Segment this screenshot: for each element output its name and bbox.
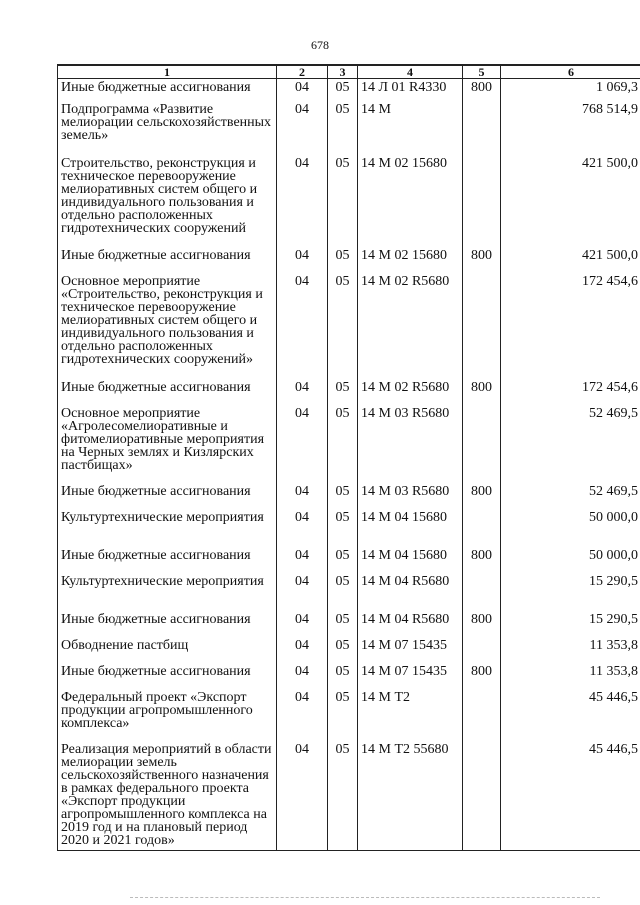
row-name: Реализация мероприятий в области мелиорации земель сельскохозяйственного назначения в рамках федерального проекта «Экспорт продукции агропромышленного комплекса на 2019 год и на плановый период 2020 и 2021 годов» xyxy=(58,741,277,851)
row-sum: 421 500,0 xyxy=(501,155,640,247)
row-name: Федеральный проект «Экспорт продукции агропромышленного комплекса» xyxy=(58,689,277,741)
row-vr: 800 xyxy=(463,611,501,637)
table-row xyxy=(58,405,640,483)
row-sum: 45 446,5 xyxy=(501,741,640,851)
row-csr: 14 М 02 R5680 xyxy=(358,273,463,379)
row-sum: 50 000,0 xyxy=(501,547,640,573)
row-sum: 768 514,9 xyxy=(501,101,640,155)
scan-artifact-line xyxy=(130,897,600,898)
row-pr: 05 xyxy=(328,573,358,611)
table-row xyxy=(58,273,640,379)
row-rz: 04 xyxy=(277,741,328,851)
row-vr xyxy=(463,573,501,611)
col-header-1: 1 xyxy=(58,65,277,79)
table-row xyxy=(58,379,640,405)
row-rz: 04 xyxy=(277,483,328,509)
row-vr: 800 xyxy=(463,247,501,273)
row-name: Основное мероприятие «Агролесомелиоративные и фитомелиоративные мероприятия на Черных землях и Кизлярских пастбищах» xyxy=(58,405,277,483)
row-vr: 800 xyxy=(463,547,501,573)
row-vr xyxy=(463,273,501,379)
row-csr: 14 М 02 R5680 xyxy=(358,379,463,405)
row-name: Иные бюджетные ассигнования xyxy=(58,663,277,689)
row-name: Иные бюджетные ассигнования xyxy=(58,79,277,101)
row-sum: 52 469,5 xyxy=(501,483,640,509)
row-name: Подпрограмма «Развитие мелиорации сельскохозяйственных земель» xyxy=(58,101,277,155)
row-vr: 800 xyxy=(463,379,501,405)
row-csr: 14 М 04 15680 xyxy=(358,509,463,547)
row-csr: 14 М 07 15435 xyxy=(358,663,463,689)
row-rz: 04 xyxy=(277,379,328,405)
row-name: Основное мероприятие «Строительство, реконструкция и техническое перевооружение мелиоративных систем общего и индивидуального пользования и отдельно расположенных гидротехнических сооружений» xyxy=(58,273,277,379)
row-rz: 04 xyxy=(277,101,328,155)
row-name: Обводнение пастбищ xyxy=(58,637,277,663)
row-vr xyxy=(463,741,501,851)
col-header-2: 2 xyxy=(277,65,328,79)
col-header-6: 6 xyxy=(501,65,640,79)
row-pr: 05 xyxy=(328,547,358,573)
row-sum: 15 290,5 xyxy=(501,611,640,637)
table-row xyxy=(58,663,640,689)
row-rz: 04 xyxy=(277,509,328,547)
row-csr: 14 М 03 R5680 xyxy=(358,483,463,509)
row-pr: 05 xyxy=(328,273,358,379)
row-rz: 04 xyxy=(277,79,328,101)
row-name: Культуртехнические мероприятия xyxy=(58,573,277,611)
row-rz: 04 xyxy=(277,273,328,379)
row-name: Культуртехнические мероприятия xyxy=(58,509,277,547)
row-pr: 05 xyxy=(328,663,358,689)
row-rz: 04 xyxy=(277,689,328,741)
row-rz: 04 xyxy=(277,247,328,273)
row-rz: 04 xyxy=(277,663,328,689)
row-name: Строительство, реконструкция и техническое перевооружение мелиоративных систем общего и индивидуального пользования и отдельно расположенных гидротехнических сооружений xyxy=(58,155,277,247)
row-pr: 05 xyxy=(328,379,358,405)
row-rz: 04 xyxy=(277,573,328,611)
row-csr: 14 М 04 R5680 xyxy=(358,573,463,611)
table-row xyxy=(58,509,640,547)
row-csr: 14 М Т2 xyxy=(358,689,463,741)
budget-table xyxy=(57,64,640,851)
row-csr: 14 М 02 15680 xyxy=(358,247,463,273)
row-csr: 14 М 04 R5680 xyxy=(358,611,463,637)
row-vr xyxy=(463,637,501,663)
table-row xyxy=(58,155,640,247)
row-sum: 50 000,0 xyxy=(501,509,640,547)
table-row xyxy=(58,689,640,741)
row-vr xyxy=(463,405,501,483)
row-csr: 14 М 07 15435 xyxy=(358,637,463,663)
row-sum: 1 069,3 xyxy=(501,79,640,101)
row-vr: 800 xyxy=(463,79,501,101)
row-pr: 05 xyxy=(328,483,358,509)
row-name: Иные бюджетные ассигнования xyxy=(58,611,277,637)
row-rz: 04 xyxy=(277,547,328,573)
table-row xyxy=(58,247,640,273)
row-sum: 11 353,8 xyxy=(501,663,640,689)
row-name: Иные бюджетные ассигнования xyxy=(58,247,277,273)
col-header-5: 5 xyxy=(463,65,501,79)
row-vr xyxy=(463,689,501,741)
row-vr: 800 xyxy=(463,483,501,509)
row-csr: 14 М 03 R5680 xyxy=(358,405,463,483)
table-row xyxy=(58,547,640,573)
row-pr: 05 xyxy=(328,79,358,101)
row-sum: 11 353,8 xyxy=(501,637,640,663)
row-csr: 14 М 02 15680 xyxy=(358,155,463,247)
row-vr: 800 xyxy=(463,663,501,689)
table-row xyxy=(58,483,640,509)
row-pr: 05 xyxy=(328,689,358,741)
row-name: Иные бюджетные ассигнования xyxy=(58,547,277,573)
row-pr: 05 xyxy=(328,101,358,155)
row-pr: 05 xyxy=(328,247,358,273)
table-row xyxy=(58,79,640,101)
row-csr: 14 Л 01 R4330 xyxy=(358,79,463,101)
row-csr: 14 М xyxy=(358,101,463,155)
row-sum: 52 469,5 xyxy=(501,405,640,483)
row-csr: 14 М 04 15680 xyxy=(358,547,463,573)
table-row xyxy=(58,101,640,155)
row-rz: 04 xyxy=(277,611,328,637)
row-vr xyxy=(463,509,501,547)
table-row xyxy=(58,637,640,663)
row-sum: 172 454,6 xyxy=(501,379,640,405)
table-header-row xyxy=(58,65,640,79)
page-number: 678 xyxy=(311,38,329,52)
row-name: Иные бюджетные ассигнования xyxy=(58,483,277,509)
col-header-4: 4 xyxy=(358,65,463,79)
row-sum: 172 454,6 xyxy=(501,273,640,379)
row-vr xyxy=(463,101,501,155)
row-sum: 45 446,5 xyxy=(501,689,640,741)
table-row xyxy=(58,611,640,637)
row-rz: 04 xyxy=(277,637,328,663)
table-row xyxy=(58,573,640,611)
row-csr: 14 М Т2 55680 xyxy=(358,741,463,851)
row-pr: 05 xyxy=(328,155,358,247)
row-rz: 04 xyxy=(277,155,328,247)
row-sum: 421 500,0 xyxy=(501,247,640,273)
row-pr: 05 xyxy=(328,509,358,547)
row-pr: 05 xyxy=(328,637,358,663)
row-vr xyxy=(463,155,501,247)
row-rz: 04 xyxy=(277,405,328,483)
row-name: Иные бюджетные ассигнования xyxy=(58,379,277,405)
row-pr: 05 xyxy=(328,611,358,637)
row-sum: 15 290,5 xyxy=(501,573,640,611)
table-row xyxy=(58,741,640,851)
row-pr: 05 xyxy=(328,405,358,483)
row-pr: 05 xyxy=(328,741,358,851)
col-header-3: 3 xyxy=(328,65,358,79)
